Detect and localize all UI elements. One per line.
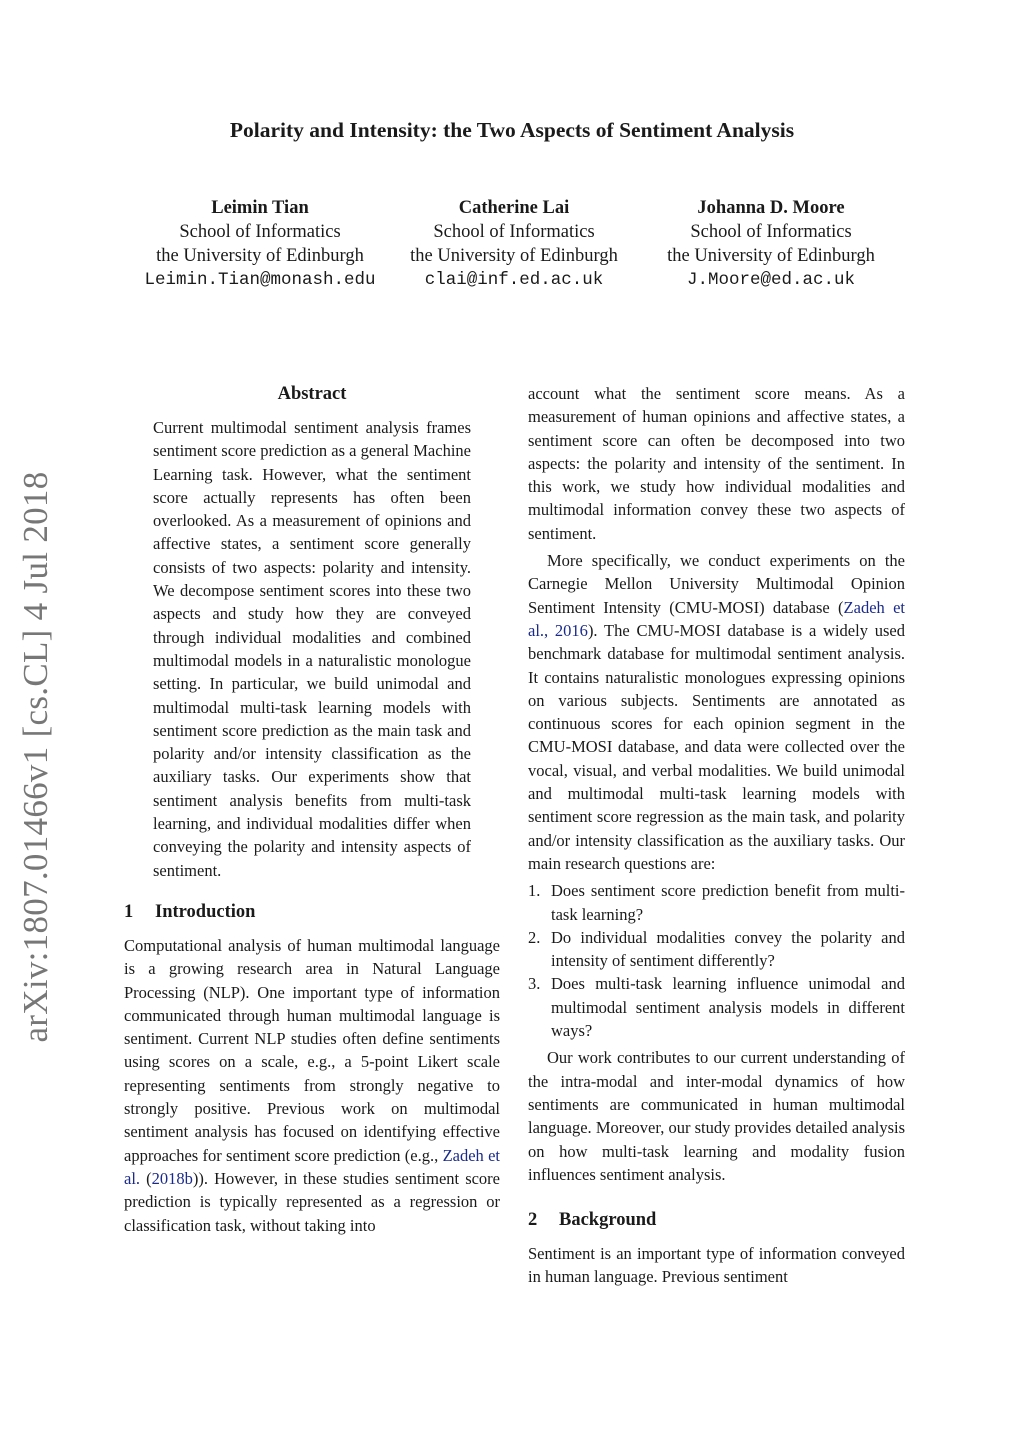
author-email: Leimin.Tian@monash.edu	[144, 270, 376, 290]
list-number: 3.	[528, 974, 541, 994]
intro-paragraph: Our work contributes to our current understanding of the intra-modal and inter-modal dynamics of how sentiments are communicated in human multimodal language. Moreover, our study provides detailed analysis on how multi-task learning and modality fusion influences sentiment analysis.	[528, 1048, 905, 1184]
citation-link[interactable]: Zadeh et al., 2016	[528, 597, 905, 640]
intro-text: More specifically, we conduct experiments on the Carnegie Mellon University Multimodal Opinion Sentiment Intensity (CMU-MOSI) database (	[528, 551, 905, 617]
research-questions	[528, 879, 905, 1042]
list-text: Does sentiment score prediction benefit from multi-task learning?	[551, 881, 905, 924]
intro-text: Computational analysis of human multimodal language is a growing research area in Natural Language Processing (NLP). One important type of information communicated through human multimodal language is sentiment. Current NLP studies often define sentiments using scores on a scale, e.g., a 5-point Likert scale representing sentiments from strongly negative to strongly positive. Previous work on multimodal sentiment analysis has focused on identifying effective approaches for sentiment score prediction (e.g.,	[124, 935, 500, 1165]
author-affiliation: School of Informatics	[433, 222, 595, 242]
author-affiliation: School of Informatics	[179, 222, 341, 242]
author-block	[379, 196, 649, 292]
list-item	[528, 879, 905, 926]
author-institution: the University of Edinburgh	[410, 246, 618, 266]
section-heading-introduction	[124, 900, 500, 924]
author-name: Catherine Lai	[458, 198, 570, 218]
right-column	[528, 382, 905, 1289]
paper-title: Polarity and Intensity: the Two Aspects of Sentiment Analysis	[229, 118, 795, 142]
intro-text: ). The CMU-MOSI database is a widely used benchmark database for multimodal sentiment analysis. It contains naturalistic monologues expressing opinions on various subjects. Sentiments are annotated as continuous scores for each opinion segment in the CMU-MOSI database, and data were collected over the vocal, visual, and verbal modalities. We build unimodal and multimodal multi-task learning models with sentiment score regression as the main task, and polarity and/or intensity classification as the auxiliary tasks. Our main research questions are:	[528, 620, 905, 873]
author-email: clai@inf.ed.ac.uk	[424, 270, 604, 290]
author-email: J.Moore@ed.ac.uk	[686, 270, 856, 290]
background-paragraph: Sentiment is an important type of information conveyed in human language. Previous sentiment	[528, 1244, 905, 1287]
arxiv-stamp: arXiv:1807.01466v1 [cs.CL] 4 Jul 2018	[16, 471, 55, 1043]
section-number: 2	[528, 1210, 538, 1231]
section-title: Introduction	[155, 901, 256, 922]
author-institution: the University of Edinburgh	[667, 246, 875, 266]
intro-text: )). However, in these studies sentiment score prediction is typically represented as a regression or classification task, without taking into	[124, 1168, 501, 1235]
intro-text: (	[140, 1168, 152, 1188]
list-number: 2.	[528, 927, 541, 947]
author-name: Leimin Tian	[211, 198, 309, 218]
abstract-text: Current multimodal sentiment analysis frames sentiment score prediction as a general Machine Learning task. However, what the sentiment score actually represents has often been overlooked. As a measurement of opinions and affective states, a sentiment score generally consists of two aspects: polarity and intensity. We decompose sentiment scores into these two aspects and study how they are conveyed through individual modalities and combined multimodal models in a naturalistic monologue setting. In particular, we build unimodal and multimodal multi-task learning models with sentiment score prediction as the main task and polarity and/or intensity classification as the auxiliary tasks. Our experiments show that sentiment analysis benefits from multi-task learning, and individual modalities differ when conveying the polarity and intensity aspects of sentiment.	[153, 418, 471, 880]
abstract-heading: Abstract	[277, 384, 347, 404]
intro-paragraph	[124, 934, 500, 1237]
author-affiliation: School of Informatics	[690, 222, 852, 242]
intro-paragraph-continued: account what the sentiment score means. As a measurement of human opinions and affective states, a sentiment score can often be decomposed into two aspects: the polarity and intensity of the sentiment. In this work, we study how individual modalities and multimodal information convey these two aspects of sentiment.	[528, 384, 905, 543]
intro-paragraph	[528, 549, 905, 875]
citation-link[interactable]: 2018b	[151, 1168, 193, 1188]
list-text: Does multi-task learning influence unimodal and multimodal sentiment analysis models in different ways?	[551, 974, 905, 1041]
author-block	[636, 196, 906, 292]
list-item	[528, 972, 905, 1042]
author-name: Johanna D. Moore	[697, 198, 845, 218]
left-column	[124, 382, 500, 1237]
section-title: Background	[559, 1210, 657, 1231]
section-number: 1	[124, 901, 134, 922]
list-item	[528, 926, 905, 973]
list-text: Do individual modalities convey the polarity and intensity of sentiment differently?	[551, 927, 905, 971]
author-block	[115, 196, 405, 292]
citation-link[interactable]: Zadeh et al.	[124, 1145, 500, 1188]
section-heading-background	[528, 1208, 905, 1232]
author-institution: the University of Edinburgh	[156, 246, 364, 266]
list-number: 1.	[528, 881, 541, 901]
